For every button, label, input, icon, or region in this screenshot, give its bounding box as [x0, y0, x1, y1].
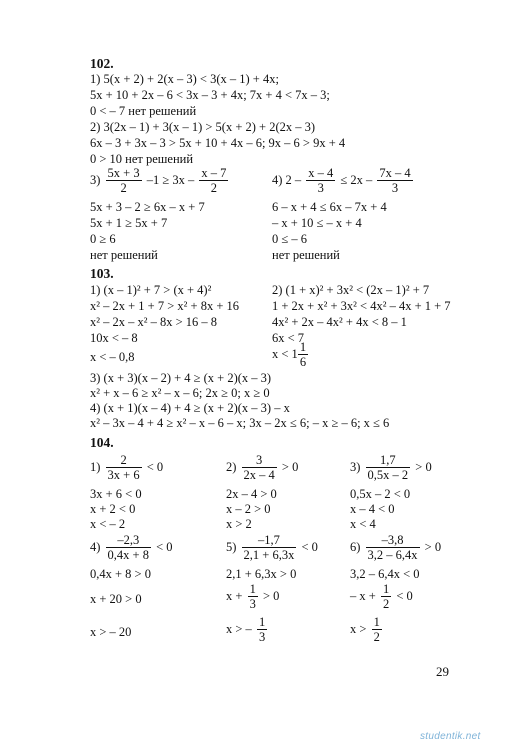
- problem-103-title: 103.: [90, 266, 114, 281]
- p102-part3-fraction-line: [90, 166, 230, 195]
- p103-line: 4) (x + 1)(x – 4) + 4 ≥ (x + 2)(x – 3) – x: [90, 401, 290, 415]
- p103-line: x < – 0,8: [90, 350, 135, 364]
- fraction: $\frac{-1,7}{2,1 + 6,3x}$: [243, 533, 295, 562]
- p102-line: нет решений: [272, 248, 340, 262]
- p104-fraction-line: x > $\frac{1}{2}$: [350, 615, 380, 644]
- p103-line: x² – 2x + 1 + 7 > x² + 8x + 16: [90, 299, 239, 313]
- fraction: $\frac{1}{3}$: [258, 615, 266, 644]
- p102-part4-fraction-line: [272, 166, 415, 195]
- p102-line: 0 > 10 нет решений: [90, 152, 194, 166]
- p104-line: x < 4: [350, 517, 376, 531]
- p102-line: 0 ≤ – 6: [272, 232, 307, 246]
- fraction: $\frac{1}{2}$: [382, 582, 390, 611]
- expression-text: x < 1: [272, 347, 298, 361]
- p102-line: – x + 10 ≤ – x + 4: [272, 216, 362, 230]
- p104-line: x + 2 < 0: [90, 502, 136, 516]
- p102-line: 5x + 3 – 2 ≥ 6x – x + 7: [90, 200, 205, 214]
- p104-item3-fraction-line: 3) $\frac{1,7}{0,5x - 2}$ > 0: [350, 453, 432, 482]
- fraction: $\frac{1}{6}$: [299, 340, 307, 369]
- fraction: $\frac{1,7}{0,5x - 2}$: [367, 453, 409, 482]
- p104-line: 3,2 – 6,4x < 0: [350, 567, 420, 581]
- problem-102-title: 102.: [90, 56, 114, 71]
- part-label: 3): [90, 173, 101, 187]
- fraction: $\frac{5x + 3}{2}$: [107, 166, 140, 195]
- fraction: $\frac{-2,3}{0,4x + 8}$: [107, 533, 149, 562]
- p103-line: 2) (1 + x)² + 3x² < (2x – 1)² + 7: [272, 283, 430, 297]
- p104-line: x > 2: [226, 517, 252, 531]
- p103-mixed-number-line: [272, 340, 310, 369]
- p104-line: 2x – 4 > 0: [226, 487, 277, 501]
- p102-line: нет решений: [90, 248, 158, 262]
- problem-104-title: 104.: [90, 435, 114, 450]
- p104-item6-fraction-line: 6) $\frac{-3,8}{3,2 - 6,4x}$ > 0: [350, 533, 442, 562]
- fraction: $\frac{3}{2x - 4}$: [243, 453, 275, 482]
- p103-line: 3) (x + 3)(x – 2) + 4 ≥ (x + 2)(x – 3): [90, 371, 272, 385]
- p104-line: x + 20 > 0: [90, 592, 142, 606]
- watermark: studentik.net: [420, 731, 481, 742]
- part-label: 4) 2 –: [272, 173, 302, 187]
- expression-text: –1 ≥ 3x –: [146, 173, 195, 187]
- p104-item5-fraction-line: 5) $\frac{-1,7}{2,1 + 6,3x}$ < 0: [226, 533, 318, 562]
- p104-item1-fraction-line: 1) $\frac{2}{3x + 6}$ < 0: [90, 453, 164, 482]
- p103-line: 10x < – 8: [90, 331, 138, 345]
- p102-line: 0 ≥ 6: [90, 232, 116, 246]
- p104-fraction-line: x + $\frac{1}{3}$ > 0: [226, 582, 280, 611]
- p103-line: x² – 2x – x² – 8x > 16 – 8: [90, 315, 218, 329]
- p104-line: x – 4 < 0: [350, 502, 395, 516]
- fraction: $\frac{x - 7}{2}$: [201, 166, 227, 195]
- p104-item4-fraction-line: 4) $\frac{-2,3}{0,4x + 8}$ < 0: [90, 533, 173, 562]
- expression-text: ≤ 2x –: [340, 173, 373, 187]
- p102-line: 5x + 10 + 2x – 6 < 3x – 3 + 4x; 7x + 4 < 7x – 3;: [90, 88, 330, 102]
- page-number: 29: [436, 664, 449, 679]
- fraction: $\frac{-3,8}{3,2 - 6,4x}$: [367, 533, 418, 562]
- p102-line: 0 < – 7 нет решений: [90, 104, 197, 118]
- fraction: $\frac{x - 4}{3}$: [308, 166, 334, 195]
- p103-line: x² + x – 6 ≥ x² – x – 6; 2x ≥ 0; x ≥ 0: [90, 386, 270, 400]
- p103-line: 1) (x – 1)² + 7 > (x + 4)²: [90, 283, 212, 297]
- p104-line: x > – 20: [90, 625, 132, 639]
- p104-line: 2,1 + 6,3x > 0: [226, 567, 297, 581]
- p104-line: 0,5x – 2 < 0: [350, 487, 411, 501]
- fraction: $\frac{2}{3x + 6}$: [107, 453, 140, 482]
- p104-item2-fraction-line: 2) $\frac{3}{2x - 4}$ > 0: [226, 453, 299, 482]
- p104-line: 0,4x + 8 > 0: [90, 567, 151, 581]
- fraction: $\frac{1}{2}$: [373, 615, 380, 644]
- p102-line: 6 – x + 4 ≤ 6x – 7x + 4: [272, 200, 387, 214]
- p104-fraction-line: x > – $\frac{1}{3}$: [226, 615, 266, 644]
- p104-line: 3x + 6 < 0: [90, 487, 142, 501]
- p103-line: 4x² + 2x – 4x² + 4x < 8 – 1: [272, 315, 407, 329]
- p104-fraction-line: – x + $\frac{1}{2}$ < 0: [350, 582, 413, 611]
- p103-line: x² – 3x – 4 + 4 ≥ x² – x – 6 – x; 3x – 2x ≤ 6; – x ≥ – 6; x ≤ 6: [90, 416, 390, 430]
- p102-line: 2) 3(2x – 1) + 3(x – 1) > 5(x + 2) + 2(2x – 3): [90, 120, 316, 134]
- p103-line: 1 + 2x + x² + 3x² < 4x² – 4x + 1 + 7: [272, 299, 451, 313]
- p102-line: 1) 5(x + 2) + 2(x – 3) < 3(x – 1) + 4x;: [90, 72, 279, 86]
- p102-line: 5x + 1 ≥ 5x + 7: [90, 216, 168, 230]
- p102-line: 6x – 3 + 3x – 3 > 5x + 10 + 4x – 6; 9x – 6 > 9x + 4: [90, 136, 346, 150]
- p104-line: x – 2 > 0: [226, 502, 271, 516]
- p103-line: 6x < 7: [272, 331, 305, 345]
- fraction: $\frac{1}{3}$: [249, 582, 256, 611]
- p104-line: x < – 2: [90, 517, 126, 531]
- fraction: $\frac{7x - 4}{3}$: [379, 166, 411, 195]
